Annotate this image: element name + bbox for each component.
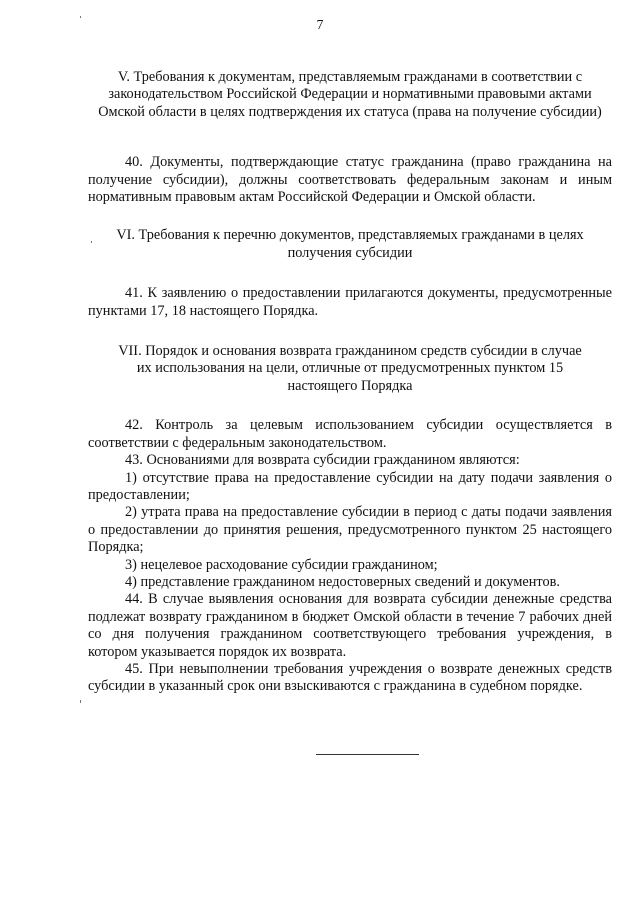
paragraph-44: 44. В случае выявления основания для возврата субсидии денежные средства подлежат возврату гражданином в бюджет Омской области в течение 7 рабочих дней со дня получения гражданином соответствующего требования учреждения, в котором указывается порядок их возврата. — [88, 591, 612, 660]
section-5-heading: V. Требования к документам, представляемым гражданами в соответствии с законодательством Российской Федерации и нормативными правовыми актами Омской области в целях подтверждения их статуса (права на получение субсидии) — [98, 69, 602, 120]
list-item-4: 4) представление гражданином недостоверных сведений и документов. — [125, 573, 560, 590]
end-separator-line — [316, 754, 419, 755]
scan-speck — [91, 241, 92, 243]
paragraph-41: 41. К заявлению о предоставлении прилагаются документы, предусмотренные пунктами 17, 18 настоящего Порядка. — [88, 285, 612, 319]
list-item-1: 1) отсутствие права на предоставление субсидии на дату подачи заявления о предоставлении; — [88, 469, 612, 503]
page-number: 7 — [316, 17, 324, 32]
scan-speck — [80, 700, 81, 703]
section-7-heading: VII. Порядок и основания возврата гражданином средств субсидии в случае их использования на цели, отличные от предусмотренных пунктом 15 настоящего Порядка — [118, 343, 582, 394]
scan-speck — [80, 16, 81, 18]
paragraph-40: 40. Документы, подтверждающие статус гражданина (право гражданина на получение субсидии), должны соответствовать федеральным законам и иным нормативным правовым актам Российской Федерации и Омской области. — [88, 154, 612, 206]
paragraph-42: 42. Контроль за целевым использованием субсидии осуществляется в соответствии с федеральным законодательством. — [88, 417, 612, 451]
section-6-heading: VI. Требования к перечню документов, представляемых гражданами в целях получения субсидии — [116, 227, 584, 261]
list-item-2: 2) утрата права на предоставление субсидии в период с даты подачи заявления о предоставлении до принятия решения, предусмотренного пунктом 25 настоящего Порядка; — [88, 504, 612, 556]
paragraph-45: 45. При невыполнении требования учреждения о возврате денежных средств субсидии в указанный срок они взыскиваются с гражданина в судебном порядке. — [88, 660, 612, 695]
paragraph-43: 43. Основаниями для возврата субсидии гражданином являются: — [125, 452, 520, 469]
list-item-3: 3) нецелевое расходование субсидии гражданином; — [125, 556, 438, 573]
page-content — [88, 69, 612, 696]
